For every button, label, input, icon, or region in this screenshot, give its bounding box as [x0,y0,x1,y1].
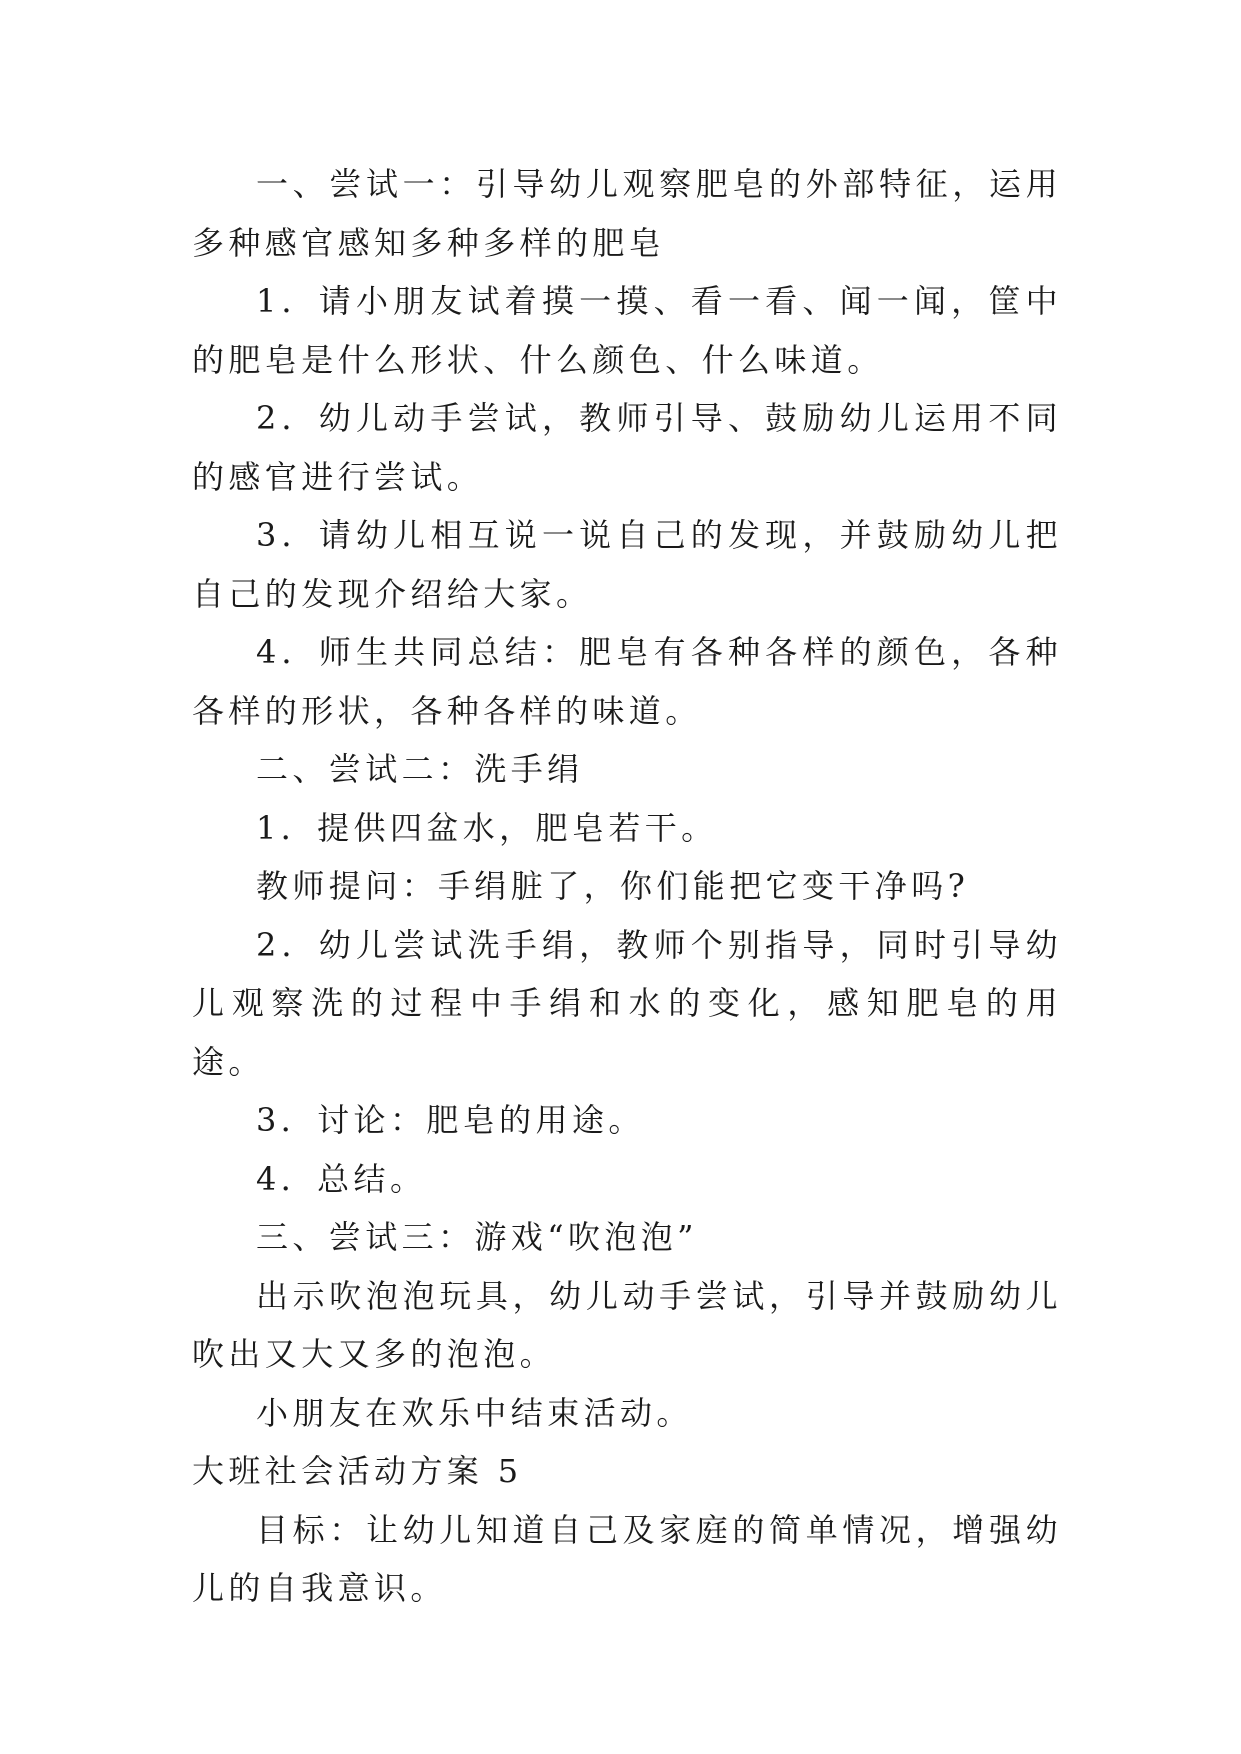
section-heading-trial-three: 三、尝试三：游戏“吹泡泡” [256,1218,698,1256]
list-item: 2．幼儿动手尝试，教师引导、鼓励幼儿运用不同的感官进行尝试。 [192,399,1062,496]
list-item: 3．讨论：肥皂的用途。 [256,1101,645,1139]
list-item: 1．提供四盆水，肥皂若干。 [256,808,718,847]
section-heading-trial-one: 一、尝试一：引导幼儿观察肥皂的外部特征，运用多种感官感知多种多样的肥皂 [192,165,1062,262]
list-item: 4．总结。 [256,1159,427,1198]
section-heading-trial-two: 二、尝试二：洗手绢 [256,750,584,788]
list-item: 2．幼儿尝试洗手绢，教师个别指导，同时引导幼儿观察洗的过程中手绢和水的变化，感知肥皂的用途。 [192,925,1062,1081]
body-paragraph: 出示吹泡泡玩具，幼儿动手尝试，引导并鼓励幼儿吹出又大又多的泡泡。 [192,1276,1062,1373]
document-body [192,155,1062,1618]
list-item: 3．请幼儿相互说一说自己的发现，并鼓励幼儿把自己的发现介绍给大家。 [192,516,1062,613]
document-title: 大班社会活动方案 5 [192,1452,523,1490]
list-item: 4．师生共同总结：肥皂有各种各样的颜色，各种各样的形状，各种各样的味道。 [192,633,1062,730]
list-item: 1．请小朋友试着摸一摸、看一看、闻一闻，筐中的肥皂是什么形状、什么颜色、什么味道。 [192,282,1062,379]
body-paragraph: 小朋友在欢乐中结束活动。 [256,1393,693,1432]
body-paragraph: 教师提问：手绢脏了，你们能把它变干净吗? [256,867,970,905]
body-paragraph: 目标：让幼儿知道自己及家庭的简单情况，增强幼儿的自我意识。 [192,1510,1062,1607]
